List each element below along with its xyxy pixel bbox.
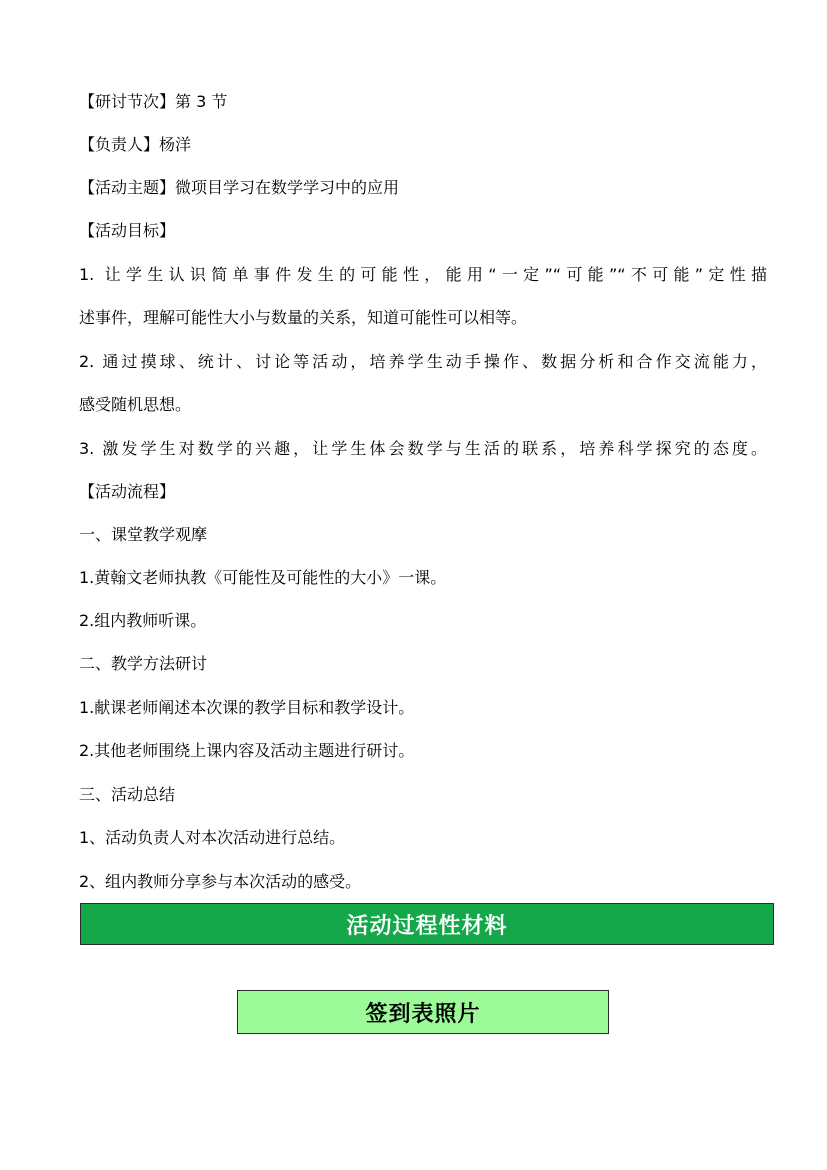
goal-1-line-2: 述事件，理解可能性大小与数量的关系，知道可能性可以相等。 — [79, 308, 528, 327]
goal-2-line-2: 感受随机思想。 — [79, 395, 192, 414]
signin-photos-title: 签到表照片 — [365, 1001, 481, 1027]
session-line: 【研讨节次】第 3 节 — [79, 92, 228, 111]
section-3-item-2: 2、组内教师分享参与本次活动的感受。 — [79, 872, 362, 891]
section-3-item-1: 1、活动负责人对本次活动进行总结。 — [79, 828, 346, 847]
theme-line: 【活动主题】微项目学习在数学学习中的应用 — [79, 178, 400, 197]
goal-3-line: 3. 激发学生对数学的兴趣，让学生体会数学与生活的联系，培养科学探究的态度。 — [79, 439, 767, 458]
section-2-title: 二、教学方法研讨 — [79, 654, 208, 673]
process-materials-banner — [80, 903, 774, 945]
section-3-title: 三、活动总结 — [79, 785, 176, 804]
section-2-item-1: 1.献课老师阐述本次课的教学目标和教学设计。 — [79, 698, 415, 717]
section-2-item-2: 2.其他老师围绕上课内容及活动主题进行研讨。 — [79, 741, 415, 760]
goal-1-line-1: 1. 让学生认识简单事件发生的可能性，能用“一定”“可能”“不可能”定性描 — [79, 265, 767, 284]
goals-heading: 【活动目标】 — [79, 221, 176, 240]
section-1-item-2: 2.组内教师听课。 — [79, 611, 207, 630]
process-heading: 【活动流程】 — [79, 482, 176, 501]
goal-2-line-1: 2. 通过摸球、统计、讨论等活动，培养学生动手操作、数据分析和合作交流能力， — [79, 352, 767, 371]
section-1-title: 一、课堂教学观摩 — [79, 525, 208, 544]
owner-line: 【负责人】杨洋 — [79, 135, 192, 154]
signin-photos-banner — [237, 990, 609, 1034]
section-1-item-1: 1.黄翰文老师执教《可能性及可能性的大小》一课。 — [79, 568, 447, 587]
process-materials-title: 活动过程性材料 — [346, 913, 508, 939]
